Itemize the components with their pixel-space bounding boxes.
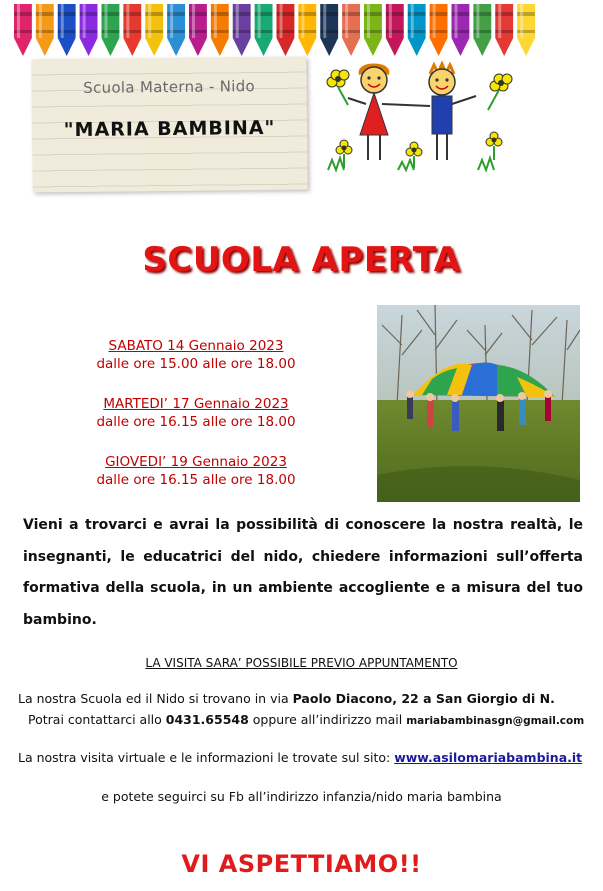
closing-message: VI ASPETTIAMO!! [181,850,422,878]
girl-figure [348,67,388,161]
facebook-line: e potete seguirci su Fb all’indirizzo infanzia/nido maria bambina [101,789,502,804]
contact-line [28,712,598,727]
school-name-note [31,57,307,193]
appointment-note: LA VISITA SARA’ POSSIBILE PREVIO APPUNTAMENTO [145,656,458,670]
date-1: SABATO 14 Gennaio 2023 [108,338,284,354]
boy-figure [429,64,476,160]
crayon [255,4,273,56]
website-prefix: La nostra visita virtuale e le informazioni le trovate sul sito: [18,750,395,765]
crayon [80,4,98,56]
website-link[interactable]: www.asilomariabambina.it [394,750,583,765]
crayon [14,4,32,56]
email-prefix: oppure all’indirizzo mail [248,712,407,727]
crayon [473,4,491,56]
phone-number: 0431.65548 [165,712,249,727]
hours-1: dalle ore 15.00 alle ore 18.00 [96,356,296,372]
website-line [18,750,588,765]
crayon [342,4,360,56]
parachute-game-photo [377,305,580,502]
hours-3: dalle ore 16.15 alle ore 18.00 [96,472,296,488]
crayon [167,4,185,56]
flower-icon [327,70,349,105]
open-school-headline: SCUOLA APERTA [142,240,461,280]
crayon [102,4,120,56]
crayon [211,4,229,56]
crayon [408,4,426,56]
crayon [145,4,163,56]
crayon [495,4,513,56]
school-name: "MARIA BAMBINA" [63,116,276,142]
crayon [452,4,470,56]
crayon [364,4,382,56]
location-line [18,691,588,706]
crayon [298,4,316,56]
crayon [189,4,207,56]
crayon [58,4,76,56]
crayon [123,4,141,56]
date-2: MARTEDI’ 17 Gennaio 2023 [103,396,289,412]
flower-icon [486,132,502,160]
invitation-paragraph: Vieni a trovarci e avrai la possibilità di conoscere la nostra realtà, le insegnanti, le educatrici del nido, chiedere informazioni sull’offerta formativa della scuola, in un ambiente accogliente e a misura del tuo bambino. [23,517,583,628]
crayons-banner [12,4,537,56]
hours-2: dalle ore 16.15 alle ore 18.00 [96,414,296,430]
crayon [430,4,448,56]
crayon [233,4,251,56]
open-days-list [86,337,306,511]
school-type: Scuola Materna - Nido [83,77,256,97]
phone-prefix: Potrai contattarci allo [28,712,166,727]
crayon [320,4,338,56]
location-prefix: La nostra Scuola ed il Nido si trovano in via [18,691,293,706]
children-drawing [318,60,528,175]
flower-icon [488,74,512,110]
crayon [386,4,404,56]
crayon [517,4,535,56]
crayon [36,4,54,56]
email-address[interactable]: mariabambinasgn@gmail.com [406,715,585,727]
address: Paolo Diacono, 22 a San Giorgio di N. [292,691,555,706]
crayon [277,4,295,56]
date-3: GIOVEDI’ 19 Gennaio 2023 [105,454,287,470]
